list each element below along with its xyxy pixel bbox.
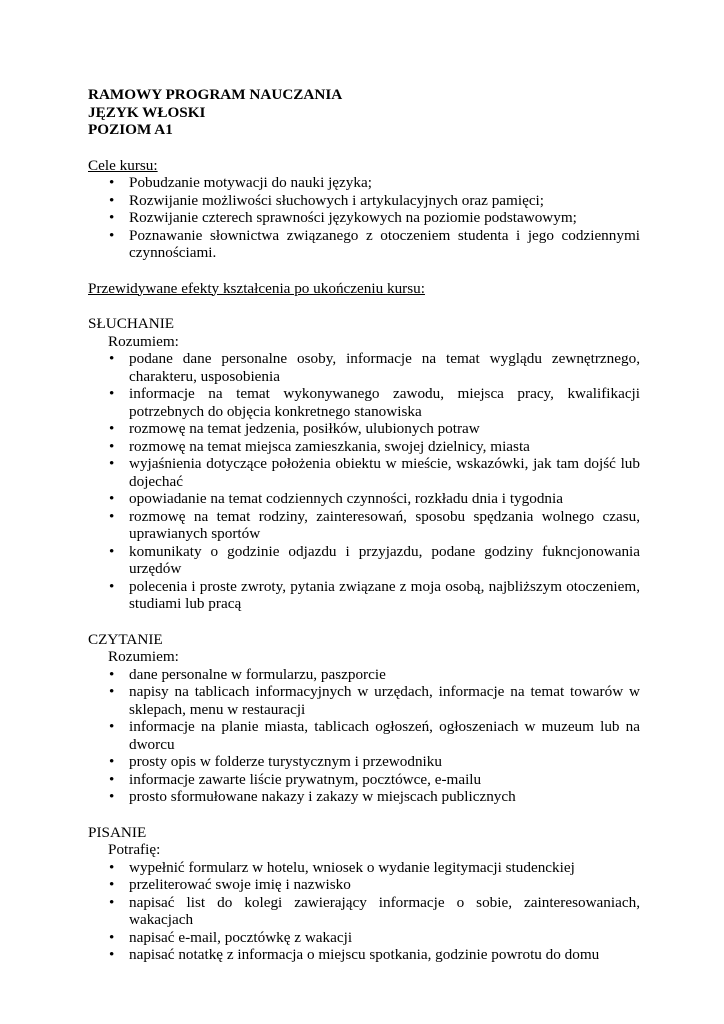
list-item: • polecenia i proste zwroty, pytania związane z moja osobą, najbliższym otoczeniem, studiami lub pracą (88, 578, 640, 613)
list-item: • komunikaty o godzinie odjazdu i przyjazdu, podane godziny fukncjonowania urzędów (88, 543, 640, 578)
list-item: • Pobudzanie motywacji do nauki języka; (88, 174, 640, 192)
section-title: SŁUCHANIE (88, 315, 175, 332)
list-item: • opowiadanie na temat codziennych czynności, rozkładu dnia i tygodnia (88, 490, 640, 508)
list-item: • rozmowę na temat jedzenia, posiłków, ulubionych potraw (88, 420, 640, 438)
writing-list (88, 859, 640, 964)
section-subtitle: Rozumiem: (108, 332, 179, 350)
writing-section (88, 824, 640, 964)
reading-list (88, 666, 640, 806)
list-item: • napisy na tablicach informacyjnych w urzędach, informacje na temat towarów w sklepach, menu w restauracji (88, 683, 640, 718)
list-item: • wyjaśnienia dotyczące położenia obiektu w mieście, wskazówki, jak tam dojść lub dojechać (88, 455, 640, 490)
reading-section (88, 631, 640, 806)
list-item: • Rozwijanie czterech sprawności językowych na poziomie podstawowym; (88, 209, 640, 227)
list-item: • napisać notatkę z informacja o miejscu spotkania, godzinie powrotu do domu (88, 946, 640, 964)
list-item: • przeliterować swoje imię i nazwisko (88, 876, 640, 894)
listening-list (88, 350, 640, 613)
title-line-1: RAMOWY PROGRAM NAUCZANIA (88, 86, 343, 103)
list-item: • podane dane personalne osoby, informacje na temat wyglądu zewnętrznego, charakteru, usposobienia (88, 350, 640, 385)
list-item: • napisać list do kolegi zawierający informacje o sobie, zainteresowaniach, wakacjach (88, 894, 640, 929)
outcomes-heading: Przewidywane efekty kształcenia po ukończeniu kursu: (88, 279, 425, 297)
list-item: • informacje na temat wykonywanego zawodu, miejsca pracy, kwalifikacji potrzebnych do objęcia konkretnego stanowiska (88, 385, 640, 420)
document-page (88, 86, 640, 964)
title-line-3: POZIOM A1 (88, 121, 173, 138)
goals-list (88, 174, 640, 262)
list-item: • prosto sformułowane nakazy i zakazy w miejscach publicznych (88, 788, 640, 806)
document-title (88, 86, 640, 139)
section-title: CZYTANIE (88, 630, 163, 648)
section-subtitle: Potrafię: (108, 841, 161, 858)
goals-heading: Cele kursu: (88, 156, 158, 174)
list-item: • informacje na planie miasta, tablicach ogłoszeń, ogłoszeniach w muzeum lub na dworcu (88, 718, 640, 753)
list-item: • informacje zawarte liście prywatnym, pocztówce, e-mailu (88, 771, 640, 789)
list-item: • prosty opis w folderze turystycznym i przewodniku (88, 753, 640, 771)
list-item: • Rozwijanie możliwości słuchowych i artykulacyjnych oraz pamięci; (88, 192, 640, 210)
list-item: • napisać e-mail, pocztówkę z wakacji (88, 929, 640, 947)
section-subtitle: Rozumiem: (108, 648, 179, 665)
list-item: • Poznawanie słownictwa związanego z otoczeniem studenta i jego codziennymi czynnościami. (88, 227, 640, 262)
list-item: • wypełnić formularz w hotelu, wniosek o wydanie legitymacji studenckiej (88, 859, 640, 877)
list-item: • rozmowę na temat miejsca zamieszkania, swojej dzielnicy, miasta (88, 438, 640, 456)
list-item: • rozmowę na temat rodziny, zainteresowań, sposobu spędzania wolnego czasu, uprawianych sportów (88, 508, 640, 543)
list-item: • dane personalne w formularzu, paszporcie (88, 666, 640, 684)
listening-section (88, 315, 640, 613)
title-line-2: JĘZYK WŁOSKI (88, 103, 206, 121)
section-title: PISANIE (88, 823, 147, 841)
